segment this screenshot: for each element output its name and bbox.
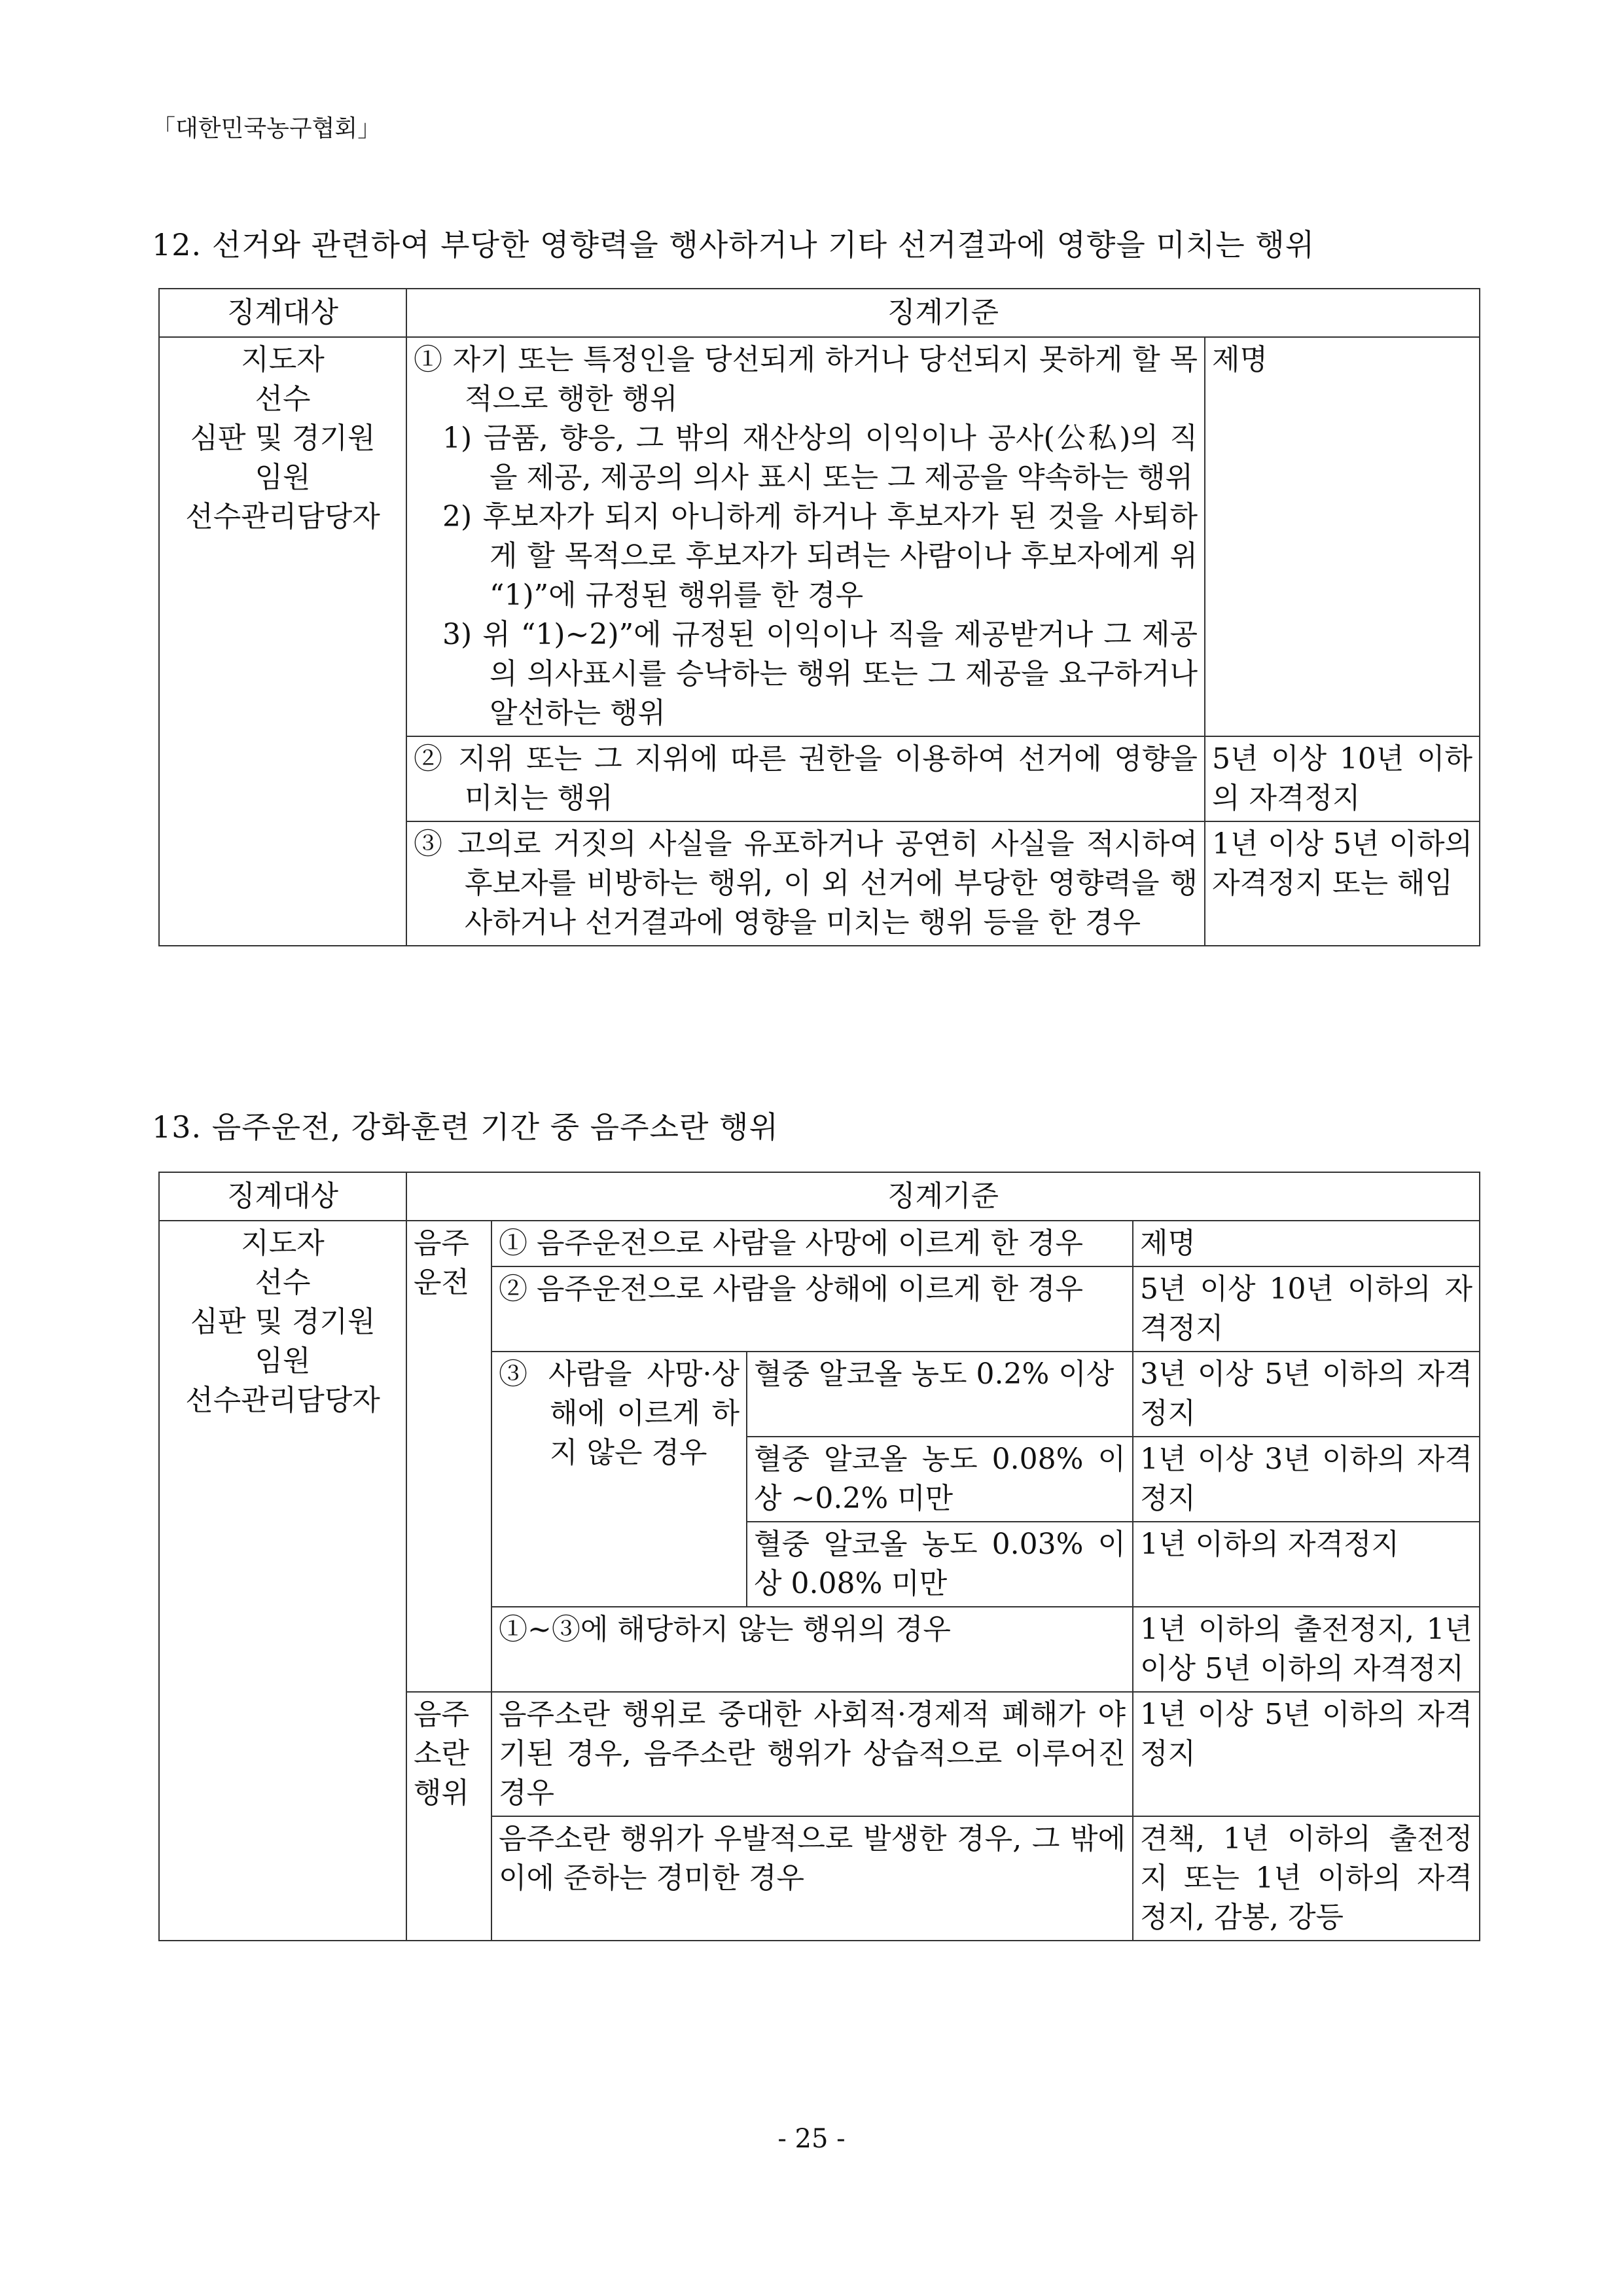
organization-header: 「대한민국농구협회」 bbox=[152, 115, 382, 142]
col-header-criteria: 징계기준 bbox=[406, 1172, 1480, 1221]
criteria-sub: 2) 후보자가 되지 아니하게 하거나 후보자가 된 것을 사퇴하게 할 목적으로 후보자가 되려는 사람이나 후보자에게 위 “1)”에 규정된 행위를 한 경우 bbox=[442, 500, 1198, 612]
criteria-cell bbox=[406, 736, 1205, 821]
table-header-row bbox=[159, 1172, 1480, 1221]
criteria-cell: ①~③에 해당하지 않는 행위의 경우 bbox=[491, 1607, 1133, 1692]
criteria-main: ② 지위 또는 그 지위에 따른 권한을 이용하여 선거에 영향을 미치는 행위 bbox=[414, 742, 1198, 815]
criteria-cell bbox=[406, 821, 1205, 946]
target-list bbox=[159, 1221, 406, 1941]
bac-level: 혈중 알코올 농도 0.08% 이상 ~0.2% 미만 bbox=[747, 1437, 1133, 1522]
penalty-cell: 제명 bbox=[1205, 337, 1480, 736]
criteria-cell: 음주소란 행위가 우발적으로 발생한 경우, 그 밖에 이에 준하는 경미한 경우 bbox=[491, 1816, 1133, 1941]
bac-level: 혈중 알코올 농도 0.03% 이상 0.08% 미만 bbox=[747, 1522, 1133, 1607]
criteria-sub: 3) 위 “1)~2)”에 규정된 이익이나 직을 제공받거나 그 제공의 의사표시를 승낙하는 행위 또는 그 제공을 요구하거나 알선하는 행위 bbox=[442, 618, 1198, 730]
penalty-cell: 1년 이하의 자격정지 bbox=[1133, 1522, 1480, 1607]
penalty-cell: 1년 이상 5년 이하의 자격정지 또는 해임 bbox=[1205, 821, 1480, 946]
section-12-table bbox=[158, 288, 1480, 946]
penalty-cell: 5년 이상 10년 이하의 자격정지 bbox=[1205, 736, 1480, 821]
table-row bbox=[159, 1221, 1480, 1266]
col-header-target: 징계대상 bbox=[159, 1172, 406, 1221]
penalty-cell: 견책, 1년 이하의 출전정지 또는 1년 이하의 자격정지, 감봉, 강등 bbox=[1133, 1816, 1480, 1941]
penalty-cell: 1년 이상 5년 이하의 자격정지 bbox=[1133, 1692, 1480, 1816]
table-row bbox=[159, 337, 1480, 736]
criteria-main: ③ 고의로 거짓의 사실을 유포하거나 공연히 사실을 적시하여 후보자를 비방하는 행위, 이 외 선거에 부당한 영향력을 행사하거나 선거결과에 영향을 미치는 행위 등을 한 경우 bbox=[414, 827, 1198, 939]
criteria-cell bbox=[406, 337, 1205, 736]
target-item: 임원 bbox=[255, 461, 311, 494]
category-drunk-disorder: 음주소란행위 bbox=[406, 1692, 491, 1941]
col-header-criteria: 징계기준 bbox=[406, 289, 1480, 337]
penalty-cell: 3년 이상 5년 이하의 자격정지 bbox=[1133, 1352, 1480, 1437]
criteria-cell: 음주소란 행위로 중대한 사회적·경제적 폐해가 야기된 경우, 음주소란 행위가 상습적으로 이루어진 경우 bbox=[491, 1692, 1133, 1816]
target-item: 지도자 bbox=[241, 343, 325, 376]
section-13-title: 13. 음주운전, 강화훈련 기간 중 음주소란 행위 bbox=[152, 1109, 779, 1145]
penalty-cell: 제명 bbox=[1133, 1221, 1480, 1266]
target-item: 임원 bbox=[255, 1344, 311, 1378]
target-item: 선수관리담당자 bbox=[185, 500, 380, 533]
penalty-cell: 1년 이하의 출전정지, 1년 이상 5년 이하의 자격정지 bbox=[1133, 1607, 1480, 1692]
target-item: 심판 및 경기원 bbox=[190, 1305, 376, 1338]
table-header-row bbox=[159, 289, 1480, 337]
section-13-table bbox=[158, 1172, 1480, 1941]
target-item: 선수 bbox=[255, 382, 311, 416]
page-number: - 25 - bbox=[777, 2124, 846, 2154]
target-item: 지도자 bbox=[241, 1227, 325, 1260]
target-list bbox=[159, 337, 406, 946]
criteria-cell bbox=[491, 1352, 747, 1607]
target-item: 선수 bbox=[255, 1266, 311, 1299]
criteria-main: ② 음주운전으로 사람을 상해에 이르게 한 경우 bbox=[499, 1272, 1083, 1306]
penalty-cell: 1년 이상 3년 이하의 자격정지 bbox=[1133, 1437, 1480, 1522]
criteria-main: ③ 사람을 사망·상해에 이르게 하지 않은 경우 bbox=[499, 1357, 740, 1469]
section-12-title: 12. 선거와 관련하여 부당한 영향력을 행사하거나 기타 선거결과에 영향을 미치는 행위 bbox=[152, 227, 1315, 262]
target-item: 심판 및 경기원 bbox=[190, 422, 376, 455]
criteria-main: ① 음주운전으로 사람을 사망에 이르게 한 경우 bbox=[499, 1227, 1083, 1260]
criteria-cell bbox=[491, 1221, 1133, 1266]
penalty-cell: 5년 이상 10년 이하의 자격정지 bbox=[1133, 1266, 1480, 1352]
criteria-sub: 1) 금품, 향응, 그 밖의 재산상의 이익이나 공사(公私)의 직을 제공, 제공의 의사 표시 또는 그 제공을 약속하는 행위 bbox=[442, 422, 1198, 494]
category-drunk-driving: 음주운전 bbox=[406, 1221, 491, 1692]
bac-level: 혈중 알코올 농도 0.2% 이상 bbox=[747, 1352, 1133, 1437]
col-header-target: 징계대상 bbox=[159, 289, 406, 337]
criteria-main: ① 자기 또는 특정인을 당선되게 하거나 당선되지 못하게 할 목적으로 행한 행위 bbox=[414, 343, 1198, 416]
target-item: 선수관리담당자 bbox=[185, 1384, 380, 1417]
criteria-cell bbox=[491, 1266, 1133, 1352]
